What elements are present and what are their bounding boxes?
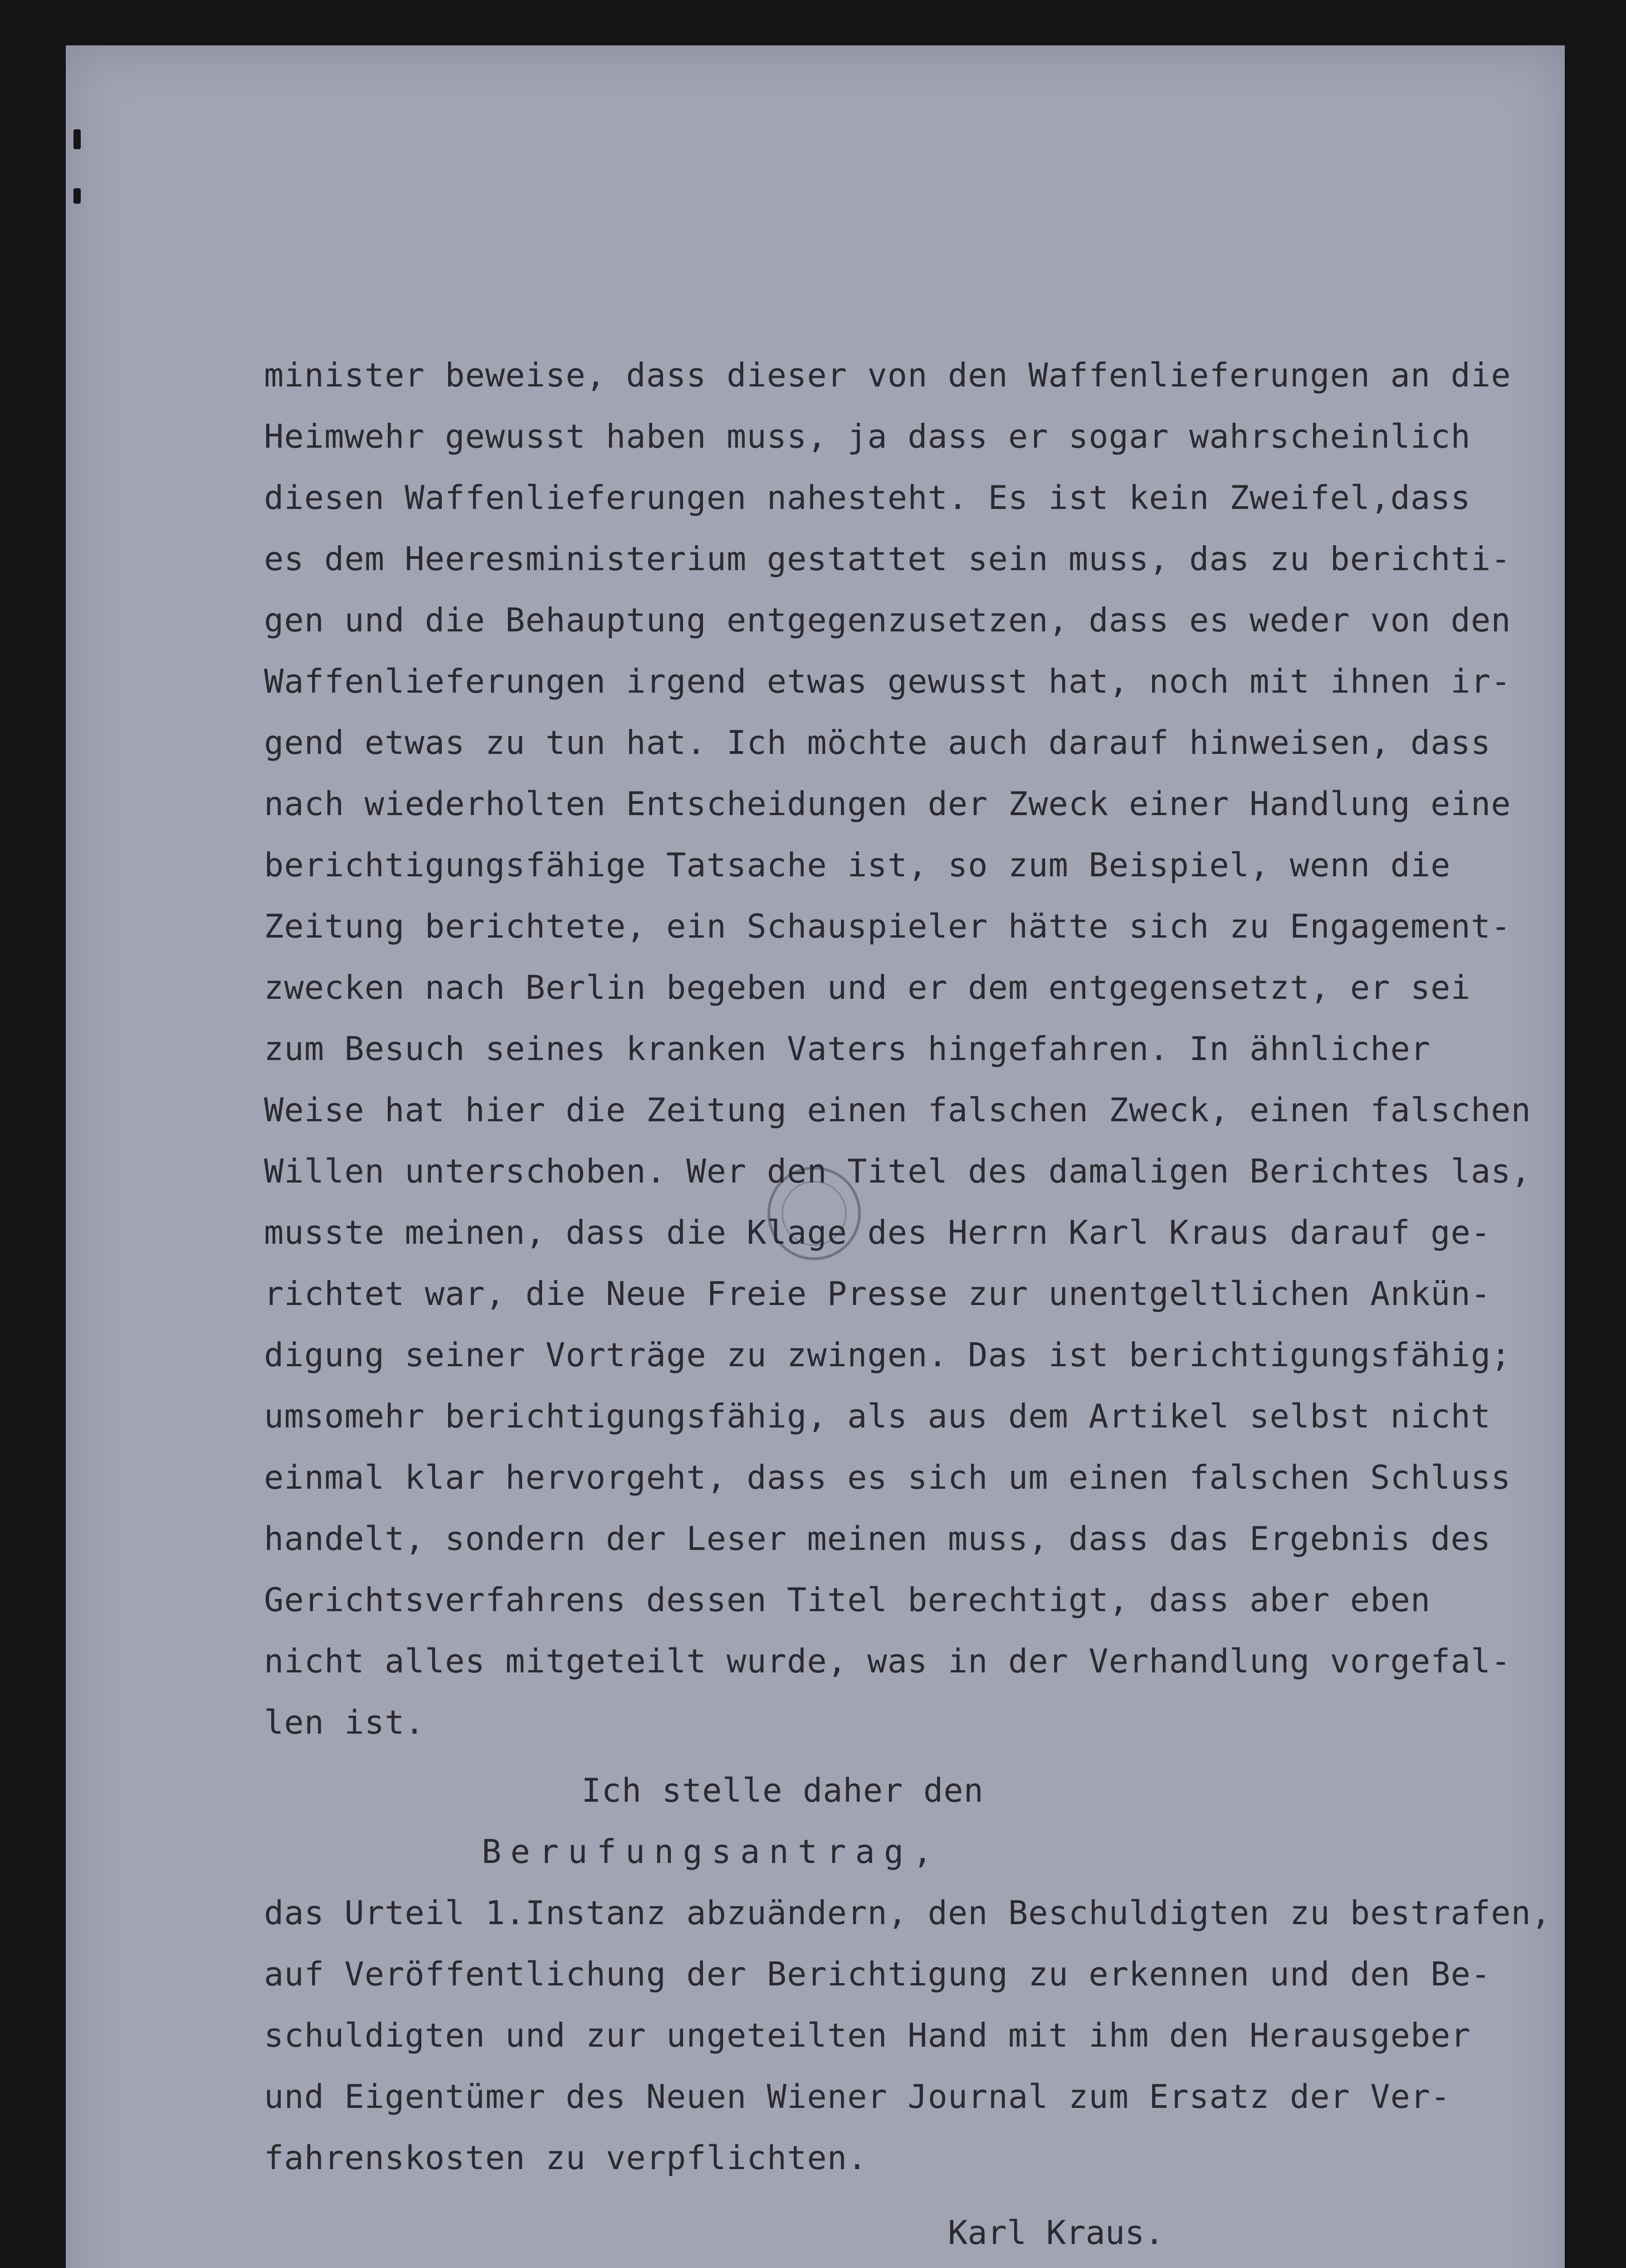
body-line: umsomehr berichtigungsfähig, als aus dem Artikel selbst nicht: [264, 1397, 1491, 1435]
body-line: berichtigungsfähige Tatsache ist, so zum Beispiel, wenn die: [264, 846, 1451, 884]
body-line: einmal klar hervorgeht, dass es sich um einen falschen Schluss: [264, 1458, 1511, 1496]
body-line: nicht alles mitgeteilt wurde, was in der Verhandlung vorgefal-: [264, 1642, 1511, 1680]
margin-mark: [73, 188, 81, 204]
body-line: nach wiederholten Entscheidungen der Zweck einer Handlung eine: [264, 785, 1511, 823]
body-line: Heimwehr gewusst haben muss, ja dass er sogar wahrscheinlich: [264, 417, 1471, 455]
body-line: zum Besuch seines kranken Vaters hingefahren. In ähnlicher: [264, 1030, 1431, 1068]
body-line: gen und die Behauptung entgegenzusetzen, dass es weder von den: [264, 601, 1511, 639]
body-line: Weise hat hier die Zeitung einen falschen Zweck, einen falschen: [264, 1091, 1531, 1129]
typed-letter-body: [264, 345, 1552, 2189]
body-line: richtet war, die Neue Freie Presse zur unentgeltlichen Ankün-: [264, 1275, 1491, 1313]
signature: Karl Kraus.: [948, 2214, 1164, 2252]
body-line: Willen unterschoben. Wer den Titel des damaligen Berichtes las,: [264, 1152, 1531, 1190]
motion-line: und Eigentümer des Neuen Wiener Journal zum Ersatz der Ver-: [264, 2077, 1451, 2116]
body-line: zwecken nach Berlin begeben und er dem entgegensetzt, er sei: [264, 968, 1471, 1007]
motion-line: fahrenskosten zu verpflichten.: [264, 2139, 868, 2177]
body-line: gend etwas zu tun hat. Ich möchte auch darauf hinweisen, dass: [264, 723, 1491, 762]
motion-heading: Berufungsantrag,: [482, 1833, 942, 1871]
body-line: es dem Heeresministerium gestattet sein muss, das zu berichti-: [264, 540, 1511, 578]
motion-line: auf Veröffentlichung der Berichtigung zu erkennen und den Be-: [264, 1955, 1491, 1993]
body-line: digung seiner Vorträge zu zwingen. Das ist berichtigungsfähig;: [264, 1336, 1511, 1374]
margin-mark: [73, 129, 81, 149]
body-line: Waffenlieferungen irgend etwas gewusst hat, noch mit ihnen ir-: [264, 662, 1511, 700]
intro-line: Ich stelle daher den: [581, 1771, 984, 1809]
body-line: minister beweise, dass dieser von den Waffenlieferungen an die: [264, 356, 1511, 394]
body-line: handelt, sondern der Leser meinen muss, dass das Ergebnis des: [264, 1520, 1491, 1558]
body-line: diesen Waffenlieferungen nahesteht. Es ist kein Zweifel,dass: [264, 479, 1471, 517]
motion-line: das Urteil 1.Instanz abzuändern, den Beschuldigten zu bestrafen,: [264, 1894, 1552, 1932]
body-line: musste meinen, dass die Klage des Herrn Karl Kraus darauf ge-: [264, 1213, 1491, 1251]
body-line: len ist.: [264, 1703, 425, 1741]
body-line: Zeitung berichtete, ein Schauspieler hätte sich zu Engagement-: [264, 907, 1511, 945]
motion-line: schuldigten und zur ungeteilten Hand mit ihm den Herausgeber: [264, 2016, 1471, 2054]
body-line: Gerichtsverfahrens dessen Titel berechtigt, dass aber eben: [264, 1581, 1431, 1619]
